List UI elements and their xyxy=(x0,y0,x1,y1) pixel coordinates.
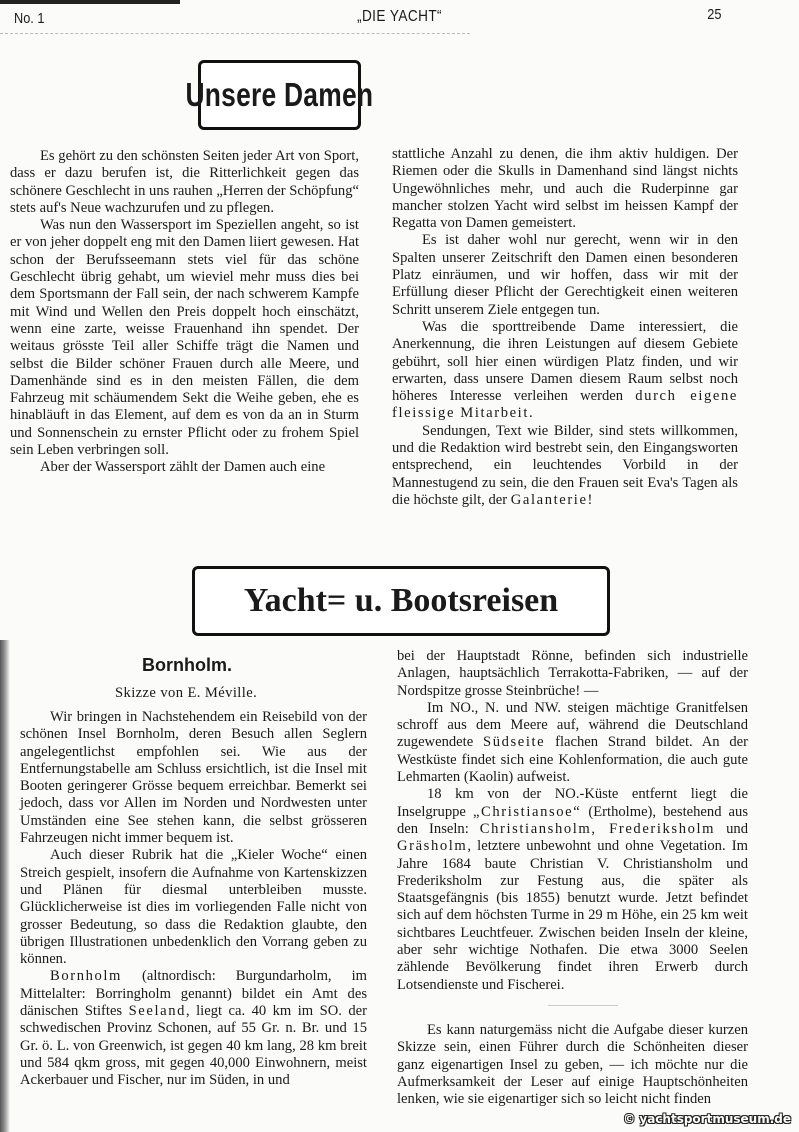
running-header xyxy=(0,0,799,36)
paragraph: Auch dieser Rubrik hat die „Kieler Woche“ einen Streich gespielt, insofern die Aufnahme von Kartenskizzen und Plänen für diesmal unterbleiben musste. Glücklicherweise ist dies im vorliegenden Falle nicht von grosser Bedeutung, so dass die Redaktion glaubte, den übrigen Illustrationen unbedenklich den Vorrang geben zu können. xyxy=(20,847,367,968)
article-byline: Skizze von E. Méville. xyxy=(115,685,258,701)
page-number: 25 xyxy=(707,6,722,23)
spaced-text: Seeland xyxy=(128,1003,186,1020)
article1-column-right xyxy=(392,146,738,509)
text-run: Sendungen, Text wie Bilder, sind stets willkommen, und die Redaktion wird bestrebt sein, den Eingangsworten entsprechend, ein leuchtendes Vorbild in der Mannestugend zu sein, die den Frauen seit Eva's Tagen als die höchste gilt, der xyxy=(392,422,738,508)
article2-column-right xyxy=(397,648,748,1108)
spaced-text: Südseite xyxy=(483,734,546,751)
paragraph: Es ist daher wohl nur gerecht, wenn wir in den Spalten unserer Zeitschrift den Damen einen besonderen Platz einräumen, und wir hoffen, dass wir mit der Erfüllung dieser Pflicht der Gerechtigkeit einen weiteren Schritt unserem Ziele entgegen tun. xyxy=(392,232,738,318)
paragraph: bei der Hauptstadt Rönne, befinden sich industrielle Anlagen, hauptsächlich Terrakotta-Fabriken, — auf der Nordspitze grosse Steinbrüche! — xyxy=(397,648,748,699)
section-title-box xyxy=(192,566,610,636)
paragraph xyxy=(392,423,738,509)
paragraph: Wir bringen in Nachstehendem ein Reisebild von der schönen Insel Bornholm, deren Besuch allen Seglern angelegentlichst empfohlen sei. Wie aus der Entfernungstabelle am Schluss ersichtlich, ist die Insel mit Booten geringerer Grösse bequem erreichbar. Bemerkt sei jedoch, dass vor Allen im Norden und Nordwesten unter Umständen eine See stehen kann, die selbst grösseren Fahrzeugen nicht immer bequem ist. xyxy=(20,709,367,847)
spaced-text: Galanterie! xyxy=(510,491,594,508)
text-run: und xyxy=(726,820,748,837)
text-run: (Ertholme), bestehend aus den Inseln: xyxy=(397,803,749,837)
text-run: Im NO., N. und NW. steigen mächtige Granitfelsen schroff aus dem Meere auf, während die Deutschland zugewendete xyxy=(397,699,748,751)
section-title: Yacht= u. Bootsreisen xyxy=(243,582,559,619)
text-run: Was die sporttreibende Dame interessiert, die Anerkennung, die ihren Leistungen auf diesem Gebiete gebührt, soll hier einen würdigen Platz finden, und wir erwarten, dass unsere Damen diesem Raum selbst noch höheres Interesse verleihen werden xyxy=(392,318,738,405)
spaced-text: Christiansholm, Frederiksholm xyxy=(479,820,716,837)
text-run: , liegt ca. 40 km im SO. der schwedischen Provinz Schonen, auf 55 Gr. n. Br. und 15 Gr. ö. L. von Greenwich, ist gegen 40 km lang, 28 km breit und 584 qkm gross, mit gegen 40,000 Einwohnern, meist Ackerbauer und Fischer, nur im Süden, in und xyxy=(20,1003,367,1089)
spaced-text: Bornholm xyxy=(50,968,122,985)
text-run: (altnordisch: Burgundarholm, im Mittelalter: Borringholm genannt) bildet ein Amt des dänischen Stiftes xyxy=(20,968,367,1020)
article2-column-left xyxy=(20,709,367,1090)
paragraph: Was nun den Wassersport im Speziellen angeht, so ist er von jeher doppelt eng mit den Damen liiert gewesen. Hat schon der Berufsseemann stets viel für das schöne Geschlecht übrig gehabt, um wieviel mehr muss dies bei dem Sportsmann der Fall sein, der nach schwerem Kampfe mit Wind und Wellen den Preis doppelt hoch einschätzt, wenn eine zarte, weisse Frauenhand ihn spendet. Der weitaus grösste Teil aller Schiffe trägt die Namen und selbst die Bilder schöner Frauen durch alle Meere, und Damenhände sind es in den meisten Fällen, die dem Fahrzeug mit schäumendem Sekt die Weihe geben, ehe es hinabläuft in das Element, auf dem es von da an in Sturm und Sonnenschein zu ernster Pflicht oder zu frohem Spiel sein Leben verbringen soll. xyxy=(10,217,359,459)
paragraph xyxy=(397,700,748,786)
header-rule xyxy=(0,33,470,34)
article-title-box xyxy=(185,60,374,130)
publication-title: „DIE YACHT“ xyxy=(356,8,443,25)
paragraph: Aber der Wassersport zählt der Damen auch eine xyxy=(40,459,326,476)
text-run: , letztere unbewohnt und ohne Vegetation. Im Jahre 1684 baute Christian V. Christiansholm und Frederiksholm zur Festung aus, die später als Staatsgefängnis (bis 1855) benutzt wurde. Jetzt befindet sich auf dem höchsten Turme in 29 m Höhe, ein 25 km weit sichtbares Leuchtfeuer. Zwischen beiden Inseln der kleine, aber sehr wichtige Nothafen. Die etwa 3000 Seelen zählende Bevölkerung findet ihren Erwerb durch Lotsendienste und Fischerei. xyxy=(397,838,748,993)
paragraph: Es gehört zu den schönsten Seiten jeder Art von Sport, dass er dazu berufen ist, die Ritterlichkeit gegen das schönere Geschlecht in uns rauhen „Herren der Schöpfung“ stets auf's Neue wachzurufen und zu pflegen. xyxy=(10,148,359,216)
binding-shadow xyxy=(0,640,10,1132)
spaced-text: Gräsholm xyxy=(397,838,468,855)
article-title: Unsere Damen xyxy=(185,76,374,113)
text-run: flachen Strand bildet. An der Westküste findet sich eine Kohlenformation, die auch gute Lehmarten (Kaolin) aufweist. xyxy=(397,734,748,786)
paragraph xyxy=(20,968,367,1089)
spaced-text: durch eigene fleissige Mitarbeit. xyxy=(392,388,738,422)
section-separator xyxy=(548,1005,618,1006)
copyright-watermark: © yachtsportmuseum.de xyxy=(623,1112,791,1126)
paragraph xyxy=(397,786,748,994)
article1-column-left xyxy=(10,148,359,477)
paragraph xyxy=(392,319,738,423)
text-run: 18 km von der NO.-Küste entfernt liegt die Inselgruppe xyxy=(397,786,748,820)
paragraph: Es kann naturgemäss nicht die Aufgabe dieser kurzen Skizze sein, einen Führer durch die Schönheiten dieser ganz eigenartigen Insel zu geben, — ich möchte nur die Aufmerksamkeit der Leser auf einige Hauptschönheiten lenken, wie sie eigenartiger sich so leicht nicht finden xyxy=(397,1021,748,1108)
spaced-text: „Christiansoe“ xyxy=(472,803,582,820)
paragraph: stattliche Anzahl zu denen, die ihm aktiv huldigen. Der Riemen oder die Skulls in Damenhand sind längst nichts Ungewöhnliches mehr, und auch die Ruderpinne gar mancher stolzen Yacht wird selbst im heissen Kampf der Regatta von Damen gemeistert. xyxy=(392,146,738,232)
issue-number: No. 1 xyxy=(14,10,45,27)
article-subtitle: Bornholm. xyxy=(142,655,232,675)
